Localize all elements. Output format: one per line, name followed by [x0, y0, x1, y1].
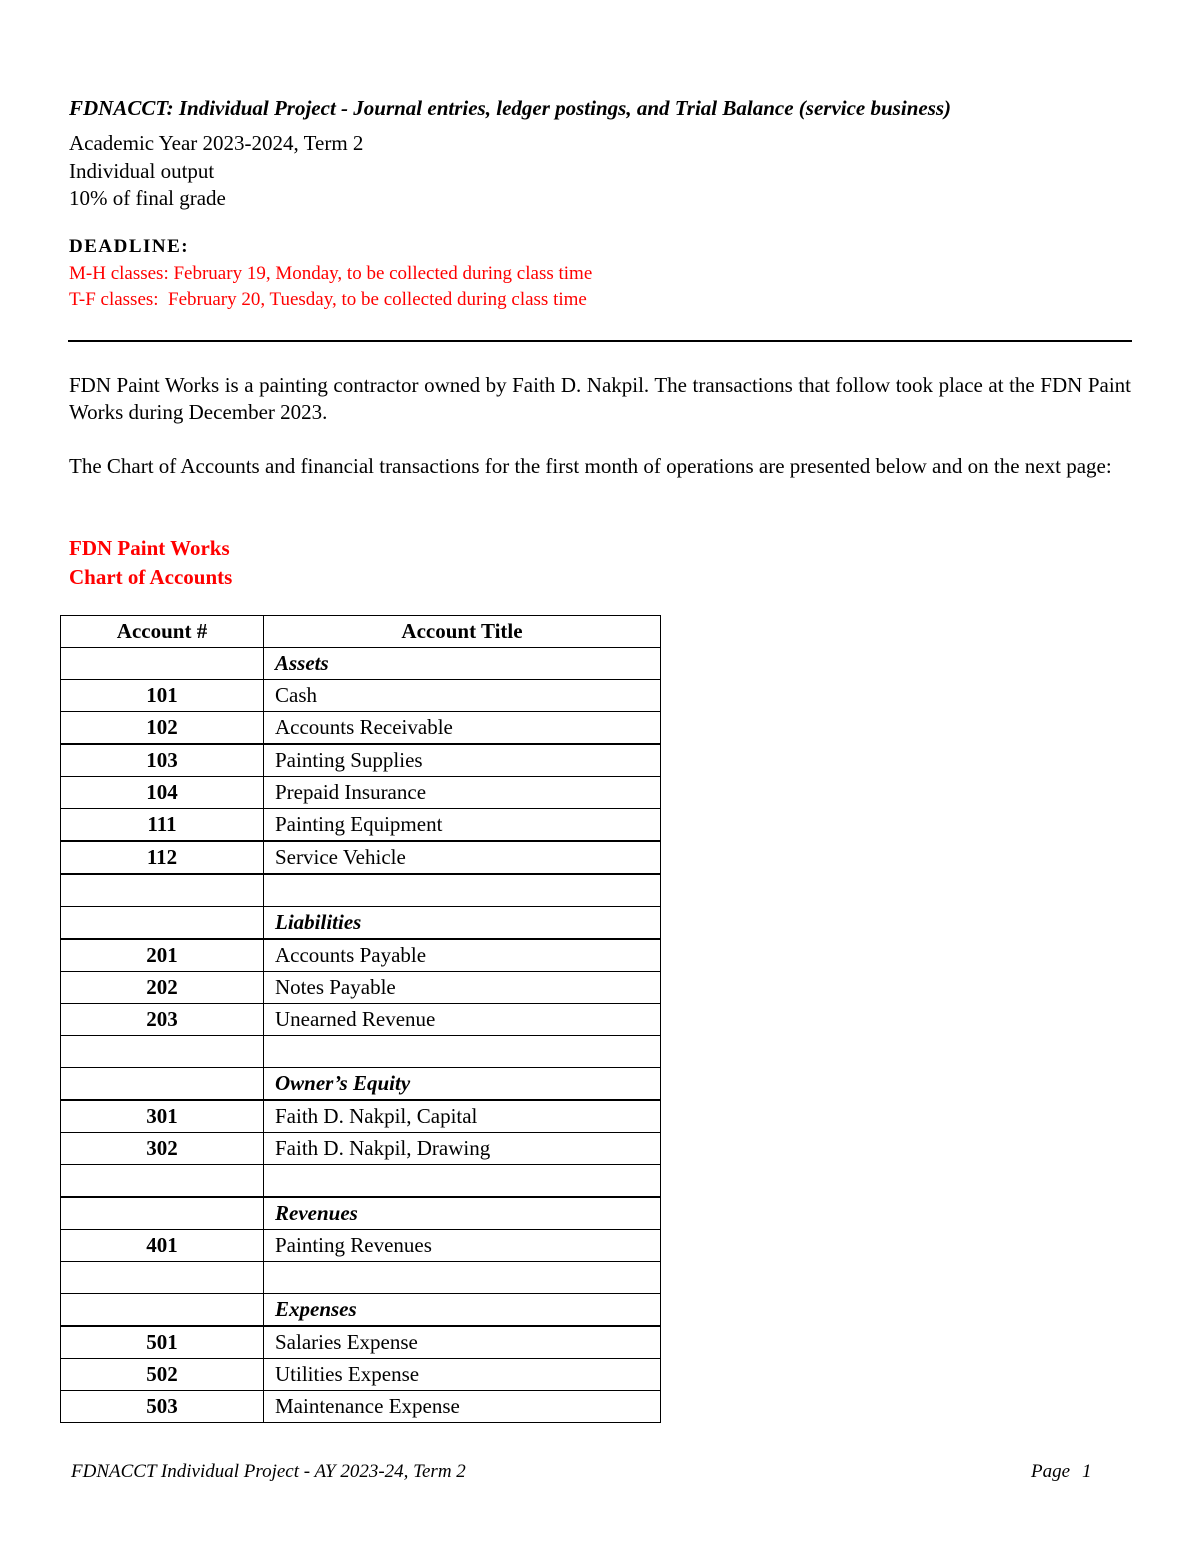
table-row: [61, 680, 661, 712]
chart-of-accounts-table: [60, 615, 661, 1423]
table-row: [61, 972, 661, 1004]
account-title: Unearned Revenue: [264, 1004, 661, 1036]
table-row: [61, 744, 661, 777]
deadline-label: DEADLINE:: [69, 236, 190, 257]
account-number: [61, 907, 264, 940]
account-title: [264, 1165, 661, 1198]
footer-page-indicator: [1031, 1461, 1092, 1483]
account-number: 104: [61, 777, 264, 809]
account-number: 302: [61, 1133, 264, 1165]
account-title: Accounts Payable: [264, 939, 661, 972]
company-name: FDN Paint Works: [69, 536, 230, 560]
footer-page-label: Page: [1031, 1461, 1071, 1482]
table-row: [61, 1326, 661, 1359]
account-number: [61, 1165, 264, 1198]
chart-of-accounts-heading: Chart of Accounts: [69, 564, 233, 589]
table-row: [61, 841, 661, 874]
account-number: 112: [61, 841, 264, 874]
account-number: [61, 874, 264, 907]
account-title: [264, 1036, 661, 1068]
account-number: 503: [61, 1391, 264, 1423]
account-category: Expenses: [264, 1294, 661, 1327]
table-header-row: [61, 616, 661, 648]
intro-paragraph-2: The Chart of Accounts and financial transactions for the first month of operations are presented below and on the next page:: [69, 454, 1112, 478]
table-row: [61, 1100, 661, 1133]
blank-row: [61, 1262, 661, 1294]
account-number: [61, 1262, 264, 1294]
company-heading: [69, 534, 232, 591]
blank-row: [61, 1165, 661, 1198]
account-number: 203: [61, 1004, 264, 1036]
account-number: [61, 1036, 264, 1068]
deadline-details: [69, 261, 592, 312]
account-title: Service Vehicle: [264, 841, 661, 874]
account-number: 103: [61, 744, 264, 777]
account-title: Painting Equipment: [264, 809, 661, 842]
account-number: 301: [61, 1100, 264, 1133]
account-number: [61, 1068, 264, 1101]
table-row: [61, 1133, 661, 1165]
account-title: Faith D. Nakpil, Capital: [264, 1100, 661, 1133]
blank-row: [61, 1036, 661, 1068]
account-number: 111: [61, 809, 264, 842]
account-title-header: Account Title: [264, 616, 661, 648]
account-title: Utilities Expense: [264, 1359, 661, 1391]
account-number: 502: [61, 1359, 264, 1391]
account-title: Cash: [264, 680, 661, 712]
output-type: Individual output: [69, 158, 215, 183]
blank-row: [61, 874, 661, 907]
account-title: [264, 874, 661, 907]
account-title: Salaries Expense: [264, 1326, 661, 1359]
account-category: Assets: [264, 648, 661, 680]
table-row: [61, 1004, 661, 1036]
account-title: Notes Payable: [264, 972, 661, 1004]
account-number: [61, 1294, 264, 1327]
account-number: [61, 648, 264, 680]
category-row: [61, 1294, 661, 1327]
account-number: 101: [61, 680, 264, 712]
chart-of-accounts-body: [61, 648, 661, 1423]
account-title: Prepaid Insurance: [264, 777, 661, 809]
account-category: Owner’s Equity: [264, 1068, 661, 1101]
account-number: 102: [61, 712, 264, 745]
deadline-tf-classes: T-F classes: February 20, Tuesday, to be collected during class time: [69, 288, 587, 310]
grade-weight: 10% of final grade: [69, 186, 226, 210]
table-row: [61, 939, 661, 972]
account-category: Revenues: [264, 1197, 661, 1230]
account-number-header: Account #: [61, 616, 264, 648]
horizontal-divider: [68, 340, 1132, 342]
account-category: Liabilities: [264, 907, 661, 940]
table-row: [61, 1391, 661, 1423]
account-number: 201: [61, 939, 264, 972]
category-row: [61, 907, 661, 940]
account-number: 202: [61, 972, 264, 1004]
table-row: [61, 712, 661, 745]
intro-paragraph-1: FDN Paint Works is a painting contractor owned by Faith D. Nakpil. The transactions that follow took place at the FDN Paint Works during December 2023.: [69, 373, 1131, 424]
category-row: [61, 1197, 661, 1230]
account-title: Painting Revenues: [264, 1230, 661, 1262]
account-title: Painting Supplies: [264, 744, 661, 777]
deadline-mh-classes: M-H classes: February 19, Monday, to be collected during class time: [69, 263, 593, 284]
project-title: FDNACCT: Individual Project - Journal entries, ledger postings, and Trial Balance (service business): [69, 96, 952, 120]
footer-page-number: 1: [1082, 1461, 1092, 1482]
table-row: [61, 1230, 661, 1262]
account-number: [61, 1197, 264, 1230]
footer-course-label: FDNACCT Individual Project - AY 2023-24, Term 2: [71, 1461, 466, 1482]
account-number: 401: [61, 1230, 264, 1262]
category-row: [61, 1068, 661, 1101]
category-row: [61, 648, 661, 680]
table-row: [61, 809, 661, 842]
account-title: Faith D. Nakpil, Drawing: [264, 1133, 661, 1165]
account-number: 501: [61, 1326, 264, 1359]
table-row: [61, 777, 661, 809]
account-title: [264, 1262, 661, 1294]
academic-year: Academic Year 2023-2024, Term 2: [69, 131, 364, 155]
project-meta: [69, 130, 363, 213]
account-title: Accounts Receivable: [264, 712, 661, 745]
table-row: [61, 1359, 661, 1391]
account-title: Maintenance Expense: [264, 1391, 661, 1423]
